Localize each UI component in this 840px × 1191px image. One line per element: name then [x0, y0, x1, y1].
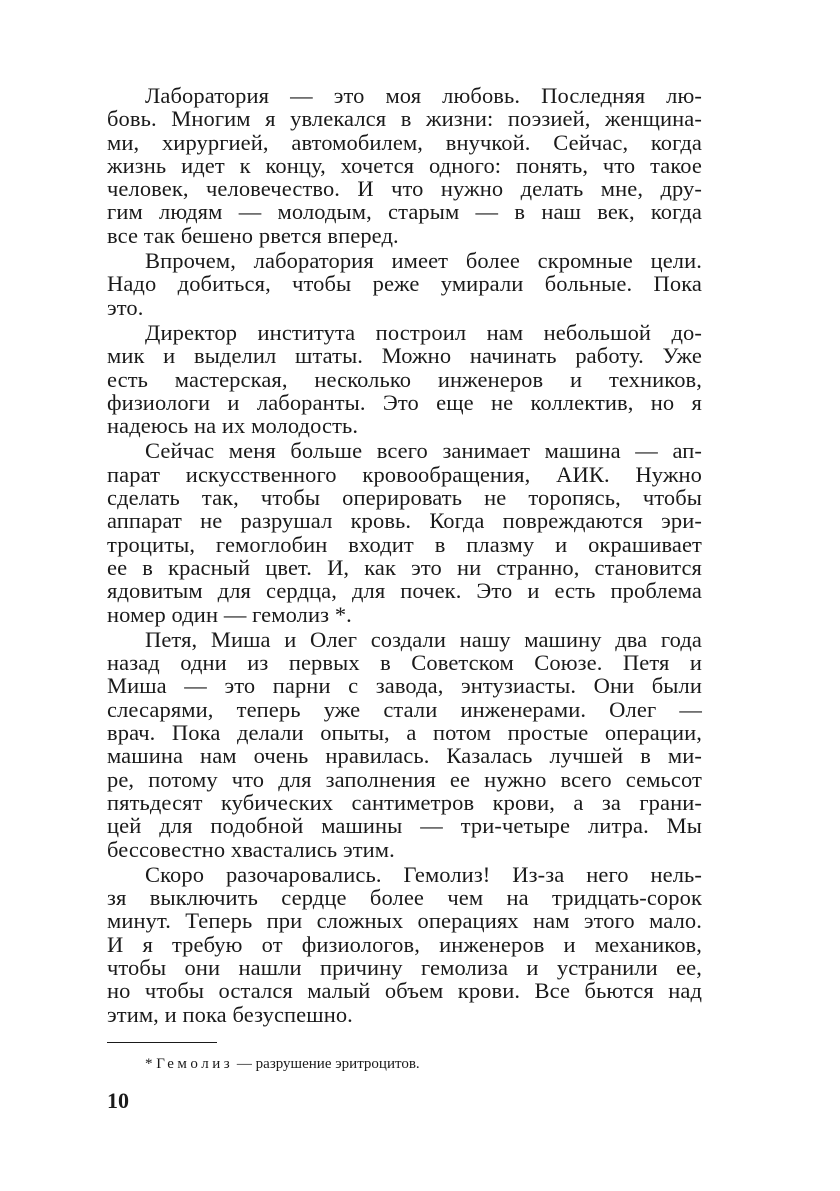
- text-line: цей для подобной машины — три-четыре литра. Мы: [107, 813, 702, 839]
- footnote-marker: *: [145, 1056, 153, 1072]
- text-line: парат искусственного кровообращения, АИК. Нужно: [107, 461, 702, 487]
- text-line: Надо добиться, чтобы реже умирали больные. Пока: [107, 271, 702, 297]
- footnote-separator: [107, 1042, 217, 1043]
- text-line: Скоро разочаровались. Гемолиз! Из-за него нель-: [145, 861, 702, 887]
- text-line: но чтобы остался малый объем крови. Все бьются над: [107, 978, 702, 1004]
- text-line: аппарат не разрушал кровь. Когда повреждаются эри-: [107, 508, 702, 534]
- text-line: минут. Теперь при сложных операциях нам этого мало.: [107, 908, 702, 934]
- paragraph: [107, 628, 702, 861]
- footnote-definition: — разрушение эритроцитов.: [236, 1056, 420, 1072]
- text-line: этим, и пока безуспешно.: [107, 1001, 353, 1027]
- text-line: гим людям — молодым, старым — в наш век, когда: [107, 199, 702, 225]
- text-line: жизнь идет к концу, хочется одного: понять, что такое: [107, 152, 702, 178]
- paragraph: [107, 439, 702, 625]
- text-line: мик и выделил штаты. Можно начинать работу. Уже: [107, 343, 702, 369]
- text-line: Впрочем, лаборатория имеет более скромные цели.: [145, 248, 702, 274]
- page-number: 10: [107, 1088, 129, 1113]
- footnote: [145, 1055, 420, 1073]
- paragraph: [107, 249, 702, 319]
- text-line: ми, хирургией, автомобилем, внучкой. Сейчас, когда: [107, 129, 702, 155]
- text-line: Сейчас меня больше всего занимает машина — ап-: [145, 438, 702, 464]
- text-line: Петя, Миша и Олег создали нашу машину два года: [145, 626, 702, 652]
- paragraph: [107, 321, 702, 437]
- text-line: троциты, гемоглобин входит в плазму и окрашивает: [107, 531, 702, 557]
- text-line: машина нам очень нравилась. Казалась лучшей в ми-: [107, 743, 702, 769]
- footnote-term: Гемолиз: [156, 1056, 234, 1072]
- paragraph: [107, 84, 702, 247]
- text-line: сделать так, чтобы оперировать не торопясь, чтобы: [107, 485, 702, 511]
- text-line: человек, человечество. И что нужно делать мне, дру-: [107, 176, 702, 202]
- text-line: чтобы они нашли причину гемолиза и устранили ее,: [107, 954, 702, 980]
- text-line: ре, потому что для заполнения ее нужно всего семьсот: [107, 766, 702, 792]
- text-line: бессовестно хвастались этим.: [107, 836, 395, 862]
- text-line: слесарями, теперь уже стали инженерами. Олег —: [107, 696, 702, 722]
- text-line: бовь. Многим я увлекался в жизни: поэзией, женщина-: [107, 106, 702, 132]
- text-line: врач. Пока делали опыты, а потом простые операции,: [107, 720, 702, 746]
- text-line: это.: [107, 294, 144, 320]
- text-line: физиологи и лаборанты. Это еще не коллектив, но я: [107, 389, 702, 415]
- text-line: И я требую от физиологов, инженеров и механиков,: [107, 931, 702, 957]
- text-line: Директор института построил нам небольшой до-: [145, 319, 702, 345]
- text-line: все так бешено рвется вперед.: [107, 222, 399, 248]
- body-text: [107, 84, 702, 1028]
- text-line: зя выключить сердце более чем на тридцать-сорок: [107, 885, 702, 911]
- text-line: надеюсь на их молодость.: [107, 413, 359, 439]
- text-line: Миша — это парни с завода, энтузиасты. Они были: [107, 673, 702, 699]
- text-line: Лаборатория — это моя любовь. Последняя лю-: [145, 83, 702, 108]
- text-line: назад одни из первых в Советском Союзе. Петя и: [107, 650, 702, 676]
- text-line: пятьдесят кубических сантиметров крови, а за грани-: [107, 789, 702, 815]
- text-line: есть мастерская, несколько инженеров и техников,: [107, 366, 702, 392]
- paragraph: [107, 863, 702, 1026]
- text-line: ее в красный цвет. И, как это ни странно, становится: [107, 554, 702, 580]
- text-line: номер один — гемолиз *.: [107, 601, 352, 627]
- text-line: ядовитым для сердца, для почек. Это и есть проблема: [107, 578, 702, 604]
